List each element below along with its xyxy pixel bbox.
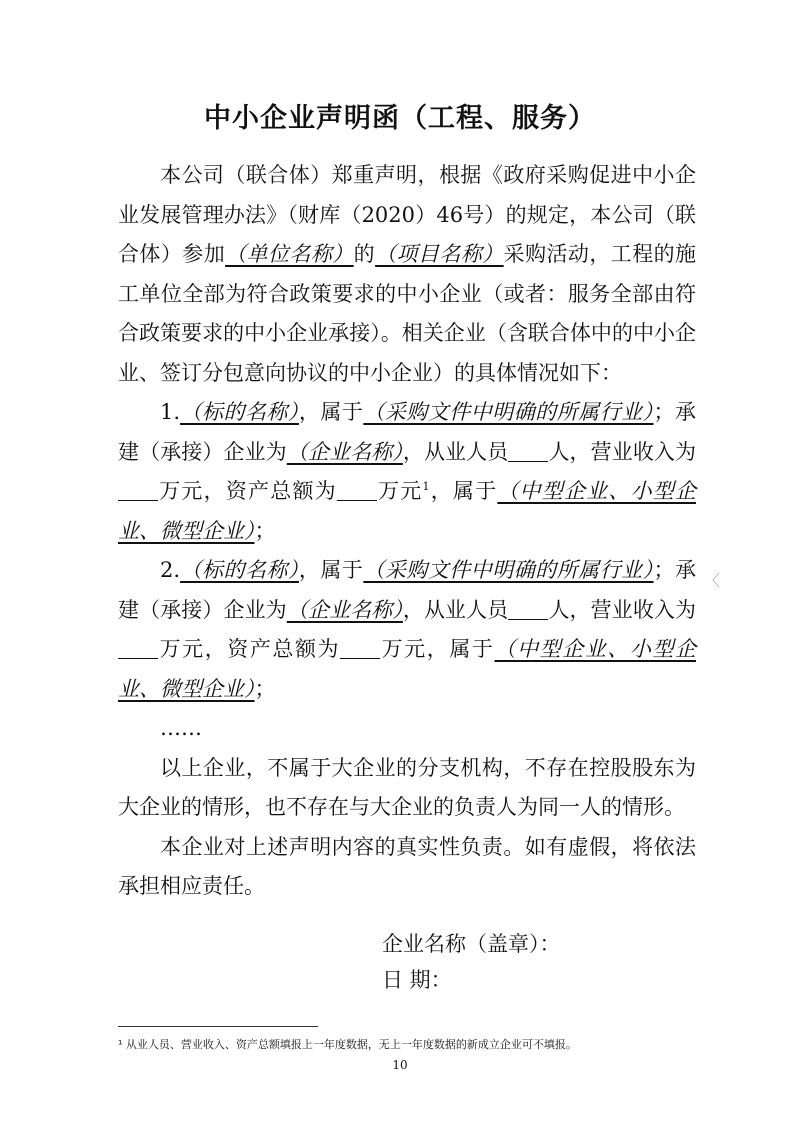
item-text: ，从业人员 — [402, 597, 509, 622]
staff-blank — [508, 598, 548, 620]
enterprise-type-placeholder: （中型企业、小型企业、微型企业） — [118, 479, 697, 543]
item-text: 万元，资产总额为 — [158, 479, 337, 503]
item-text: ； — [254, 518, 276, 543]
staff-blank — [508, 440, 548, 462]
item-text: 万元 — [380, 637, 427, 661]
item-text: 承建（承接）企业为 — [118, 558, 697, 622]
page-number: 10 — [392, 1058, 408, 1072]
intro-text-2: 的 — [353, 242, 376, 266]
footnote-divider — [118, 1026, 318, 1027]
item-number: 2. — [160, 558, 181, 582]
item-text: 人，营业收入为 — [548, 597, 697, 622]
target-name-placeholder: （标的名称） — [180, 400, 299, 424]
footnote: ¹ 从业人员、营业收入、资产总额填报上一年度数据，无上一年度数据的新成立企业可不填报。 — [118, 1038, 577, 1051]
item-text: ； — [653, 558, 675, 582]
revenue-blank — [118, 479, 158, 501]
intro-text-3: 采购活动，工程的施工单位全部为符合政策要求的中小企业（或者：服务全部由符合政策要求的中小企业承接）。相关企业（含联合体中的中小企业、签订分包意向协议的中小企业）的具体情况如下： — [118, 242, 697, 385]
item-text: 承建（承接）企业为 — [118, 400, 697, 464]
industry-placeholder: （采购文件中明确的所属行业） — [363, 400, 654, 424]
company-name-placeholder: （企业名称） — [286, 439, 403, 464]
declaration-body — [118, 156, 696, 907]
signature-company-label: 企业名称（盖章）： — [382, 932, 561, 956]
company-name-placeholder: （企业名称） — [286, 597, 403, 622]
assets-blank — [340, 637, 380, 659]
item-text: ，属于 — [426, 637, 495, 661]
item-text: 万元，资产总额为 — [158, 637, 341, 661]
statement-not-branch: 以上企业，不属于大企业的分支机构，不存在控股股东为大企业的情形，也不存在与大企业的负责人为同一人的情形。 — [118, 755, 696, 819]
footnote-marker: 1 — [422, 480, 430, 493]
project-name-placeholder: （项目名称） — [375, 242, 504, 266]
revenue-blank — [118, 637, 158, 659]
item-text: 万元 — [376, 479, 423, 503]
intro-text-1: 本公司（联合体）郑重声明，根据《政府采购促进中小企业发展管理办法》（财库（2020）46号）的规定，本公司（联合体）参加 — [118, 163, 696, 266]
item-text: ； — [254, 676, 276, 701]
item-text: ，属于 — [429, 479, 498, 503]
industry-placeholder: （采购文件中明确的所属行业） — [363, 558, 654, 582]
signature-date-label: 日 期： — [382, 968, 452, 992]
unit-name-placeholder: （单位名称） — [225, 242, 354, 266]
page-title: 中小企业声明函（工程、服务） — [204, 103, 596, 134]
statement-responsibility: 本企业对上述声明内容的真实性负责。如有虚假，将依法承担相应责任。 — [118, 834, 696, 898]
ellipsis: …… — [160, 716, 202, 740]
item-2 — [118, 551, 696, 709]
item-text: 人，营业收入为 — [548, 439, 697, 464]
margin-mark: 〈 — [704, 571, 721, 590]
assets-blank — [337, 479, 377, 501]
enterprise-type-placeholder: （中型企业、小型企业、微型企业） — [118, 637, 697, 701]
item-text: ； — [653, 400, 675, 424]
item-1 — [118, 393, 696, 551]
intro-paragraph — [118, 156, 696, 393]
target-name-placeholder: （标的名称） — [180, 558, 299, 582]
item-text: ，属于 — [298, 558, 364, 582]
item-text: ，从业人员 — [402, 439, 509, 464]
item-text: ，属于 — [298, 400, 364, 424]
item-number: 1. — [160, 400, 181, 424]
